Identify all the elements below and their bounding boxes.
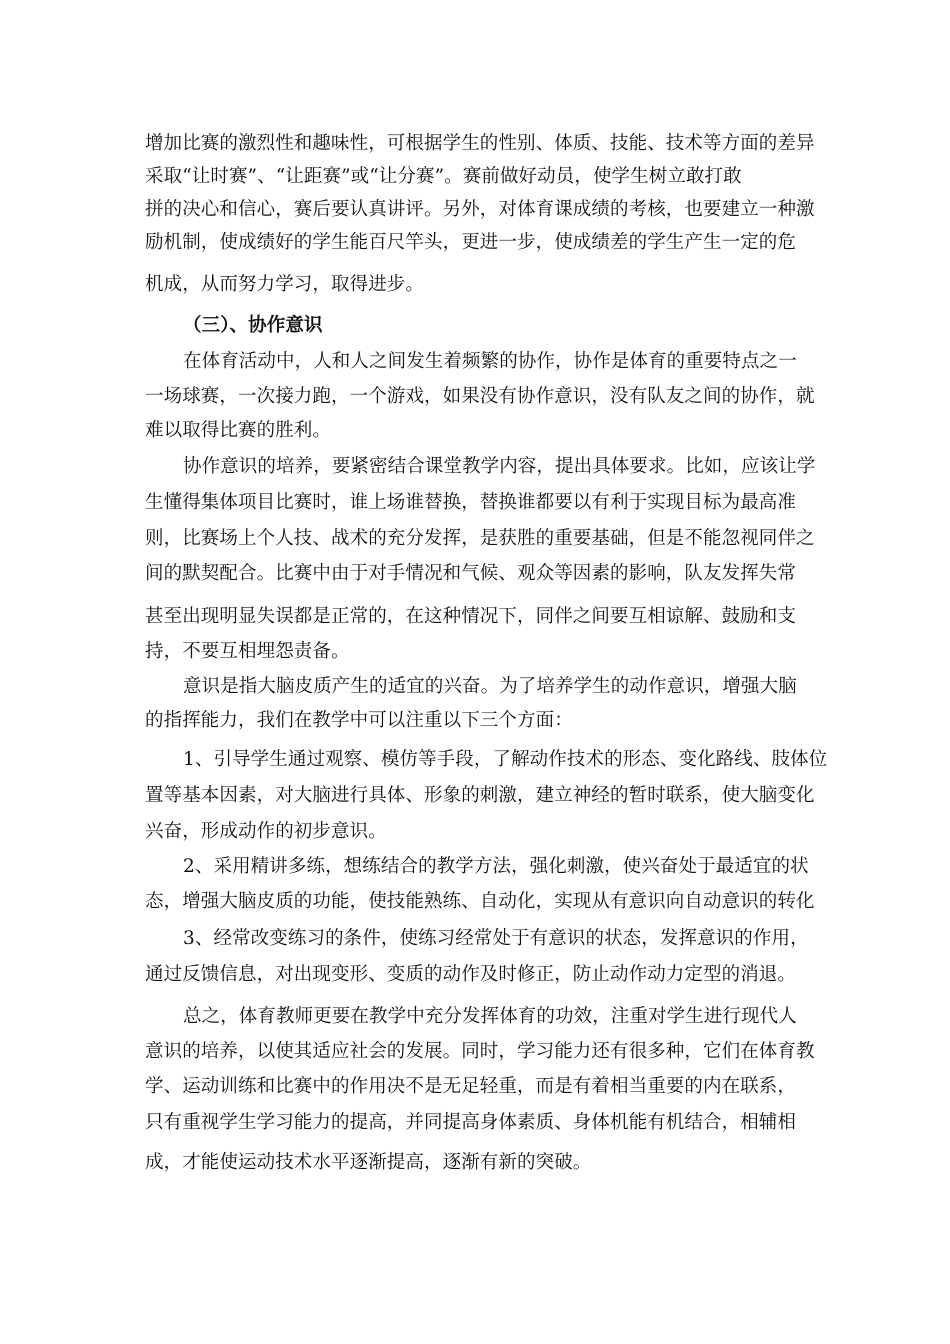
text-line: 置等基本因素，对大脑进行具体、形象的刺激，建立神经的暂时联系，使大脑变化: [145, 785, 815, 806]
text-line: 难以取得比赛的胜利。: [145, 420, 332, 441]
text-line: 成，才能使运动技术水平逐渐提高，逐渐有新的突破。: [145, 1152, 592, 1173]
paragraph-first-line: 在体育活动中，人和人之间发生着频繁的协作，协作是体育的重要特点之一: [183, 351, 797, 372]
paragraph-first-line: 协作意识的培养，要紧密结合课堂教学内容，提出具体要求。比如，应该让学: [183, 456, 816, 477]
text-line: 增加比赛的激烈性和趣味性，可根据学生的性别、体质、技能、技术等方面的差异: [145, 133, 815, 154]
text-line: 励机制，使成绩好的学生能百尺竿头，更进一步，使成绩差的学生产生一定的危: [145, 232, 797, 253]
text-line: 采取“让时赛”、“让距赛”或“让分赛”。赛前做好动员，使学生树立敢打敢: [145, 166, 742, 187]
text-line: 通过反馈信息，对出现变形、变质的动作及时修正，防止动作动力定型的消退。: [145, 964, 797, 985]
text-line: 的指挥能力，我们在教学中可以注重以下三个方面：: [145, 710, 573, 731]
list-item-1: 1、引导学生通过观察、模仿等手段，了解动作技术的形态、变化路线、肢体位: [183, 749, 828, 770]
text-line: 学、运动训练和比赛中的作用决不是无足轻重，而是有着相当重要的内在联系，: [145, 1076, 797, 1097]
list-item-3: 3、经常改变练习的条件，使练习经常处于有意识的状态，发挥意识的作用，: [183, 928, 809, 949]
text-line: 机成，从而努力学习，取得进步。: [145, 274, 425, 295]
paragraph-first-line: 总之，体育教师更要在教学中充分发挥体育的功效，注重对学生进行现代人: [183, 1006, 797, 1027]
text-line: 意识的培养，以使其适应社会的发展。同时，学习能力还有很多种，它们在体育教: [145, 1041, 815, 1062]
section-heading: （三）、协作意识: [183, 315, 323, 336]
text-line: 甚至出现明显失误都是正常的，在这种情况下，同伴之间要互相谅解、鼓励和支: [145, 606, 797, 627]
text-line: 只有重视学生学习能力的提高，并同提高身体素质、身体机能有机结合，相辅相: [145, 1112, 797, 1133]
paragraph-first-line: 意识是指大脑皮质产生的适宜的兴奋。为了培养学生的动作意识，增强大脑: [183, 676, 797, 697]
text-line: 态，增强大脑皮质的功能，使技能熟练、自动化，实现从有意识向自动意识的转化: [145, 891, 815, 912]
list-item-2: 2、采用精讲多练，想练结合的教学方法，强化刺激，使兴奋处于最适宜的状: [183, 856, 809, 877]
text-line: 拼的决心和信心，赛后要认真讲评。另外，对体育课成绩的考核，也要建立一种激: [145, 199, 815, 220]
text-line: 间的默契配合。比赛中由于对手情况和气候、观众等因素的影响，队友发挥失常: [145, 563, 797, 584]
text-line: 一场球赛，一次接力跑，一个游戏，如果没有协作意识，没有队友之间的协作，就: [145, 386, 815, 407]
text-line: 持，不要互相埋怨责备。: [145, 641, 350, 662]
text-line: 生懂得集体项目比赛时，谁上场谁替换，替换谁都要以有利于实现目标为最高准: [145, 492, 797, 513]
text-line: 兴奋，形成动作的初步意识。: [145, 821, 387, 842]
text-line: 则，比赛场上个人技、战术的充分发挥，是获胜的重要基础，但是不能忽视同伴之: [145, 528, 815, 549]
